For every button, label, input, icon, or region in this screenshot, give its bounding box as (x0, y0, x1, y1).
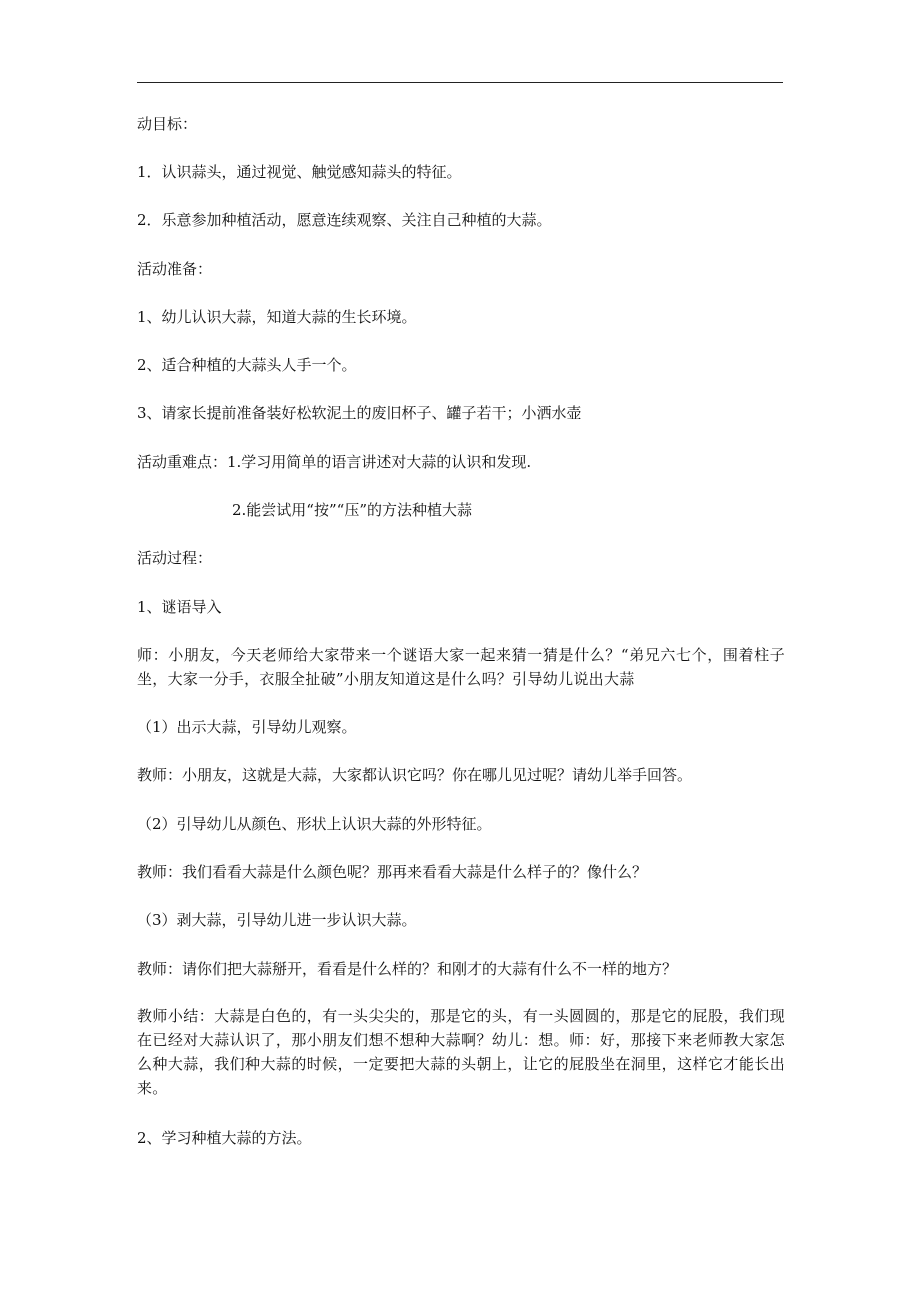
teacher-line-2: 教师：我们看看大蒜是什么颜色呢？那再来看看大蒜是什么样子的？像什么？ (137, 863, 648, 881)
heading-activity-goals: 动目标： (137, 115, 198, 133)
process-step-2: 2、学习种植大蒜的方法。 (137, 1129, 312, 1147)
heading-preparation: 活动准备： (137, 260, 213, 278)
key-points-line-1: 活动重难点：1.学习用简单的语言讲述对大蒜的认识和发现. (137, 453, 532, 471)
teacher-summary-paragraph: 教师小结：大蒜是白色的，有一头尖尖的，那是它的头，有一头圆圆的，那是它的屁股，我们现在已经对大蒜认识了，那小朋友们想不想种大蒜啊？幼儿：想。师：好，那接下来老师教大家怎么种大蒜，我们种大蒜的时候，一定要把大蒜的头朝上，让它的屁股坐在洞里，这样它才能长出来。 (137, 1007, 785, 1097)
sub-step-1: （1）出示大蒜，引导幼儿观察。 (137, 718, 357, 736)
teacher-line-3: 教师：请你们把大蒜掰开，看看是什么样的？和刚才的大蒜有什么不一样的地方？ (137, 960, 678, 978)
process-step-1: 1、谜语导入 (137, 598, 222, 616)
key-points-line-2: 2.能尝试用“按”“压”的方法种植大蒜 (232, 501, 472, 519)
teacher-line-1: 教师：小朋友，这就是大蒜，大家都认识它吗？你在哪儿见过呢？请幼儿举手回答。 (137, 766, 693, 784)
sub-step-2: （2）引导幼儿从颜色、形状上认识大蒜的外形特征。 (137, 815, 492, 833)
preparation-item-3: 3、请家长提前准备装好松软泥土的废旧杯子、罐子若干；小洒水壶 (137, 404, 582, 422)
heading-process: 活动过程： (137, 549, 213, 567)
riddle-paragraph: 师：小朋友，今天老师给大家带来一个谜语大家一起来猜一猜是什么？“弟兄六七个，围着柱子坐，大家一分手，衣服全扯破”小朋友知道这是什么吗？引导幼儿说出大蒜 (137, 646, 785, 688)
preparation-item-2: 2、适合种植的大蒜头人手一个。 (137, 356, 357, 374)
preparation-item-1: 1、幼儿认识大蒜，知道大蒜的生长环境。 (137, 308, 417, 326)
goal-item-1: 1．认识蒜头，通过视觉、触觉感知蒜头的特征。 (137, 163, 462, 181)
header-rule (137, 82, 783, 83)
sub-step-3: （3）剥大蒜，引导幼儿进一步认识大蒜。 (137, 911, 417, 929)
goal-item-2: 2．乐意参加种植活动，愿意连续观察、关注自己种植的大蒜。 (137, 211, 552, 229)
